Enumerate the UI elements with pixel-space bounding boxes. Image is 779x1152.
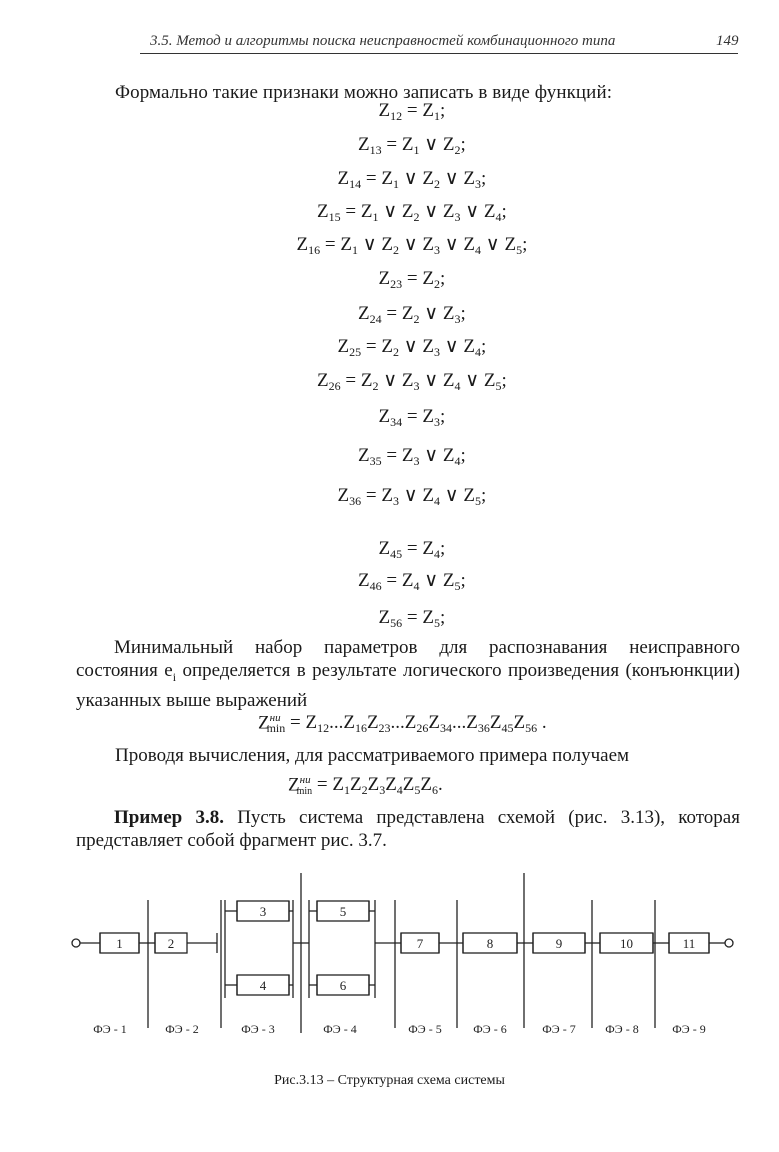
calc-text: Проводя вычисления, для рассматриваемого примера получаем [115, 745, 630, 766]
formula-rhs: $Z_2$ ∨ $Z_3$ ∨ $Z_4$; [381, 336, 487, 359]
formula-row: $Z_{15} = Z_1$ ∨ $Z_2$ ∨ $Z_3$ ∨ $Z_4$; [317, 201, 507, 224]
formula-row: $Z_{23} = Z_2$; [378, 268, 446, 291]
formula-rhs: $Z_5$; [422, 607, 446, 630]
diagram-block [317, 901, 369, 921]
formula-row: $Z_{36} = Z_3$ ∨ $Z_4$ ∨ $Z_5$; [337, 485, 487, 508]
formula-rhs: $Z_1$ ∨ $Z_2$ ∨ $Z_3$; [381, 168, 487, 191]
fe-label: ФЭ - 6 [473, 1022, 507, 1036]
formula-lhs: $Z_{35}$ [358, 445, 382, 468]
formula-row: $Z_{46} = Z_4$ ∨ $Z_5$; [358, 570, 466, 593]
formula-lhs: $Z_{56}$ [378, 607, 403, 630]
formula-lhs: $Z_{13}$ [358, 134, 382, 157]
formula-row: $Z_{26} = Z_2$ ∨ $Z_3$ ∨ $Z_4$ ∨ $Z_5$; [317, 370, 507, 393]
formula-lhs: $Z_{12}$ [378, 100, 403, 123]
diagram-block [600, 933, 653, 953]
block-label: 1 [116, 936, 123, 951]
diagram-block [237, 901, 289, 921]
formula-lhs: $Z_{46}$ [358, 570, 382, 593]
fe-labels [93, 1022, 705, 1036]
fe-label: ФЭ - 2 [165, 1022, 199, 1036]
formula-row: $Z_{56} = Z_5$; [378, 607, 446, 630]
conjunction-formula: $Z^{ни}_{min} = Z_{12}...Z_{16}Z_{23}...Z_{26}Z_{34}...Z_{36}Z_{45}Z_{56}$ . [258, 712, 547, 736]
formula-rhs: $Z_2$; [422, 268, 446, 291]
example-paragraph: Пример 3.8. Пусть система представлена схемой (рис. 3.13), которая представляет собой фрагмент рис. 3.7. [76, 807, 740, 851]
formula-lhs: $Z_{25}$ [337, 336, 362, 359]
diagram-block [669, 933, 709, 953]
formula-rhs: $Z_2$ ∨ $Z_3$; [401, 303, 466, 326]
formula-rhs: $Z_1$ ∨ $Z_2$ ∨ $Z_3$ ∨ $Z_4$ ∨ $Z_5$; [340, 234, 528, 257]
formula-rhs: $Z_1$; [422, 100, 446, 123]
diagram-block [237, 975, 289, 995]
formula-lhs: $Z_{36}$ [337, 485, 362, 508]
block-label: 3 [259, 904, 267, 919]
block-label: 5 [339, 904, 347, 919]
fe-label: ФЭ - 9 [672, 1022, 706, 1036]
structure-diagram [55, 868, 755, 1048]
formula-row: $Z_{25} = Z_2$ ∨ $Z_3$ ∨ $Z_4$; [337, 336, 487, 359]
formula-rhs: $Z_2$ ∨ $Z_3$ ∨ $Z_4$ ∨ $Z_5$; [360, 370, 507, 393]
diagram-block [533, 933, 585, 953]
formula-row: $Z_{16} = Z_1$ ∨ $Z_2$ ∨ $Z_3$ ∨ $Z_4$ ∨ $Z_5$; [296, 234, 528, 257]
result-formula: $Z^{ни}_{min} = Z_1Z_2Z_3Z_4Z_5Z_6$. [288, 774, 443, 798]
formula-rhs: $Z_3$; [422, 406, 446, 429]
paragraph-min-set: Минимальный набор параметров для распознавания неисправного состояния $e_i$ определяется в результате логического произведения (конъюнкции) указанных выше выражений [76, 637, 740, 711]
formula-row: $Z_{14} = Z_1$ ∨ $Z_2$ ∨ $Z_3$; [337, 168, 487, 191]
diagram-block [317, 975, 369, 995]
formula-lhs: $Z_{23}$ [378, 268, 403, 291]
formula-rhs: $Z_3$ ∨ $Z_4$ ∨ $Z_5$; [381, 485, 487, 508]
formula-row: $Z_{45} = Z_4$; [378, 538, 446, 561]
result-rhs: = $Z_1Z_2Z_3Z_4Z_5Z_6$. [316, 774, 443, 798]
formula-rhs: $Z_4$ ∨ $Z_5$; [401, 570, 466, 593]
formula-row: $Z_{35} = Z_3$ ∨ $Z_4$; [358, 445, 466, 468]
intro-text: Формально такие признаки можно записать в виде функций: [115, 82, 613, 103]
formula-lhs: $Z_{15}$ [317, 201, 341, 224]
block-label: 9 [555, 936, 563, 951]
fe-label: ФЭ - 7 [542, 1022, 576, 1036]
formula-lhs: $Z_{34}$ [378, 406, 403, 429]
block-label: 4 [259, 978, 267, 993]
header-rule [140, 53, 738, 54]
running-header-title: 3.5. Метод и алгоритмы поиска неисправностей комбинационного типа [150, 33, 616, 49]
block-label: 7 [416, 936, 424, 951]
fe-label: ФЭ - 5 [408, 1022, 442, 1036]
diagram-block [401, 933, 439, 953]
block-label: 6 [339, 978, 347, 993]
fe-label: ФЭ - 3 [241, 1022, 275, 1036]
formula-rhs: $Z_1$ ∨ $Z_2$ ∨ $Z_3$ ∨ $Z_4$; [360, 201, 507, 224]
formula-lhs: $Z_{14}$ [337, 168, 362, 191]
block-label: 8 [486, 936, 494, 951]
formula-lhs: $Z_{24}$ [358, 303, 382, 326]
formula-row: $Z_{34} = Z_3$; [378, 406, 446, 429]
formula-lhs: $Z_{26}$ [317, 370, 341, 393]
diagram-block [155, 933, 187, 953]
conjunction-rhs: = $Z_{12}...Z_{16}Z_{23}...Z_{26}Z_{34}...Z_{36}Z_{45}Z_{56}$ . [290, 712, 547, 736]
block-label: 2 [167, 936, 175, 951]
figure-caption: Рис.3.13 – Структурная схема системы [274, 1073, 505, 1088]
block-label: 10 [620, 936, 633, 951]
fe-label: ФЭ - 1 [93, 1022, 127, 1036]
formula-rhs: $Z_1$ ∨ $Z_2$; [401, 134, 466, 157]
fe-label: ФЭ - 8 [605, 1022, 639, 1036]
formula-lhs: $Z_{16}$ [296, 234, 321, 257]
diagram-block [100, 933, 139, 953]
formula-row: $Z_{13} = Z_1$ ∨ $Z_2$; [358, 134, 466, 157]
fe-label: ФЭ - 4 [323, 1022, 357, 1036]
formula-row: $Z_{12} = Z_1$; [378, 100, 446, 123]
formula-rhs: $Z_3$ ∨ $Z_4$; [401, 445, 466, 468]
block-label: 11 [682, 936, 696, 951]
formula-lhs: $Z_{45}$ [378, 538, 403, 561]
diagram-block [463, 933, 517, 953]
page-number: 149 [716, 33, 739, 49]
formula-row: $Z_{24} = Z_2$ ∨ $Z_3$; [358, 303, 466, 326]
example-label: Пример 3.8. [114, 807, 224, 828]
diagram-blocks [100, 901, 709, 995]
formula-rhs: $Z_4$; [422, 538, 446, 561]
